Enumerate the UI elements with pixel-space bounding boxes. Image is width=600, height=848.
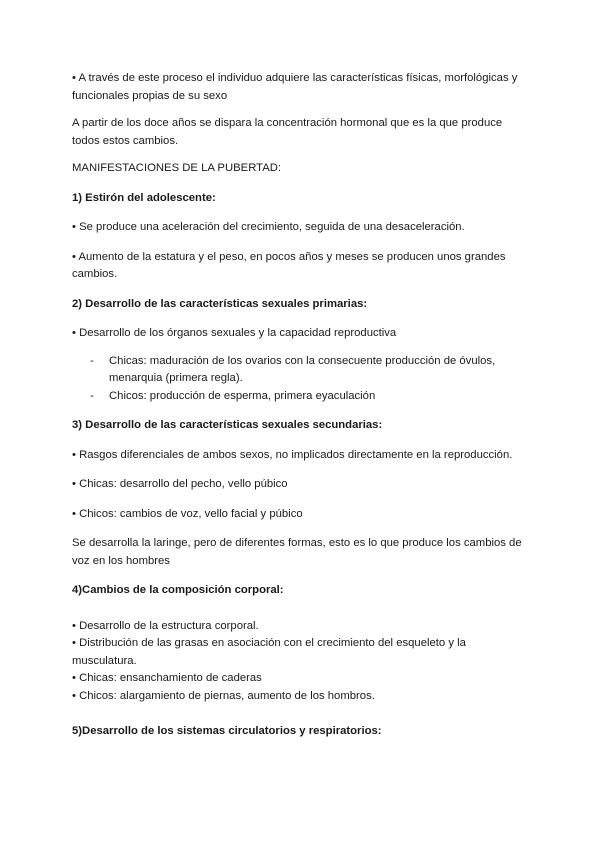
intro-paragraph: A partir de los doce años se dispara la concentración hormonal que es la que produce todos estos cambios. [72,117,503,147]
dash-marker: - [90,354,94,367]
section-3-paragraph: Se desarrolla la laringe, pero de diferentes formas, esto es lo que produce los cambios de voz en los hombres [72,537,522,567]
section-4-bullet: • Desarrollo de la estructura corporal. [72,619,259,632]
section-5-heading: 5)Desarrollo de los sistemas circulatorios y respiratorios: [72,725,382,737]
intro-bullet: • A través de este proceso el individuo adquiere las características físicas, morfológicas y funcionales propias de su sexo [72,72,518,102]
section-2-dash-list [72,353,532,406]
section-1-heading: 1) Estirón del adolescente: [72,191,216,204]
section-2-heading: 2) Desarrollo de las características sexuales primarias: [72,297,368,310]
document-page [72,70,532,741]
section-4-bullet: • Distribución de las grasas en asociación con el crecimiento del esqueleto y la musculatura. [72,637,466,667]
section-3-bullet: • Rasgos diferenciales de ambos sexos, no implicados directamente en la reproducción. [72,448,513,461]
section-1-bullet: • Aumento de la estatura y el peso, en pocos años y meses se producen unos grandes cambios. [72,250,506,280]
section-2-bullet: • Desarrollo de los órganos sexuales y la capacidad reproductiva [72,327,397,339]
section-4-bullet: • Chicos: alargamiento de piernas, aumento de los hombros. [72,689,375,702]
section-3-bullet: • Chicos: cambios de voz, vello facial y púbico [72,507,303,520]
dash-marker: - [90,389,94,402]
dash-list-item-text: Chicas: maduración de los ovarios con la consecuente producción de óvulos, menarquia (primera regla). [109,354,496,384]
manifestaciones-heading: MANIFESTACIONES DE LA PUBERTAD: [72,162,282,174]
section-3-heading: 3) Desarrollo de las características sexuales secundarias: [72,419,383,431]
section-4-heading: 4)Cambios de la composición corporal: [72,584,284,596]
section-1-bullet: • Se produce una aceleración del crecimiento, seguida de una desaceleración. [72,221,465,233]
dash-list-item [72,353,532,388]
dash-list-item [72,388,532,406]
section-3-bullet: • Chicas: desarrollo del pecho, vello púbico [72,478,288,490]
dash-list-item-text: Chicos: producción de esperma, primera eyaculación [109,389,376,402]
section-4-bullet: • Chicas: ensanchamiento de caderas [72,672,262,684]
